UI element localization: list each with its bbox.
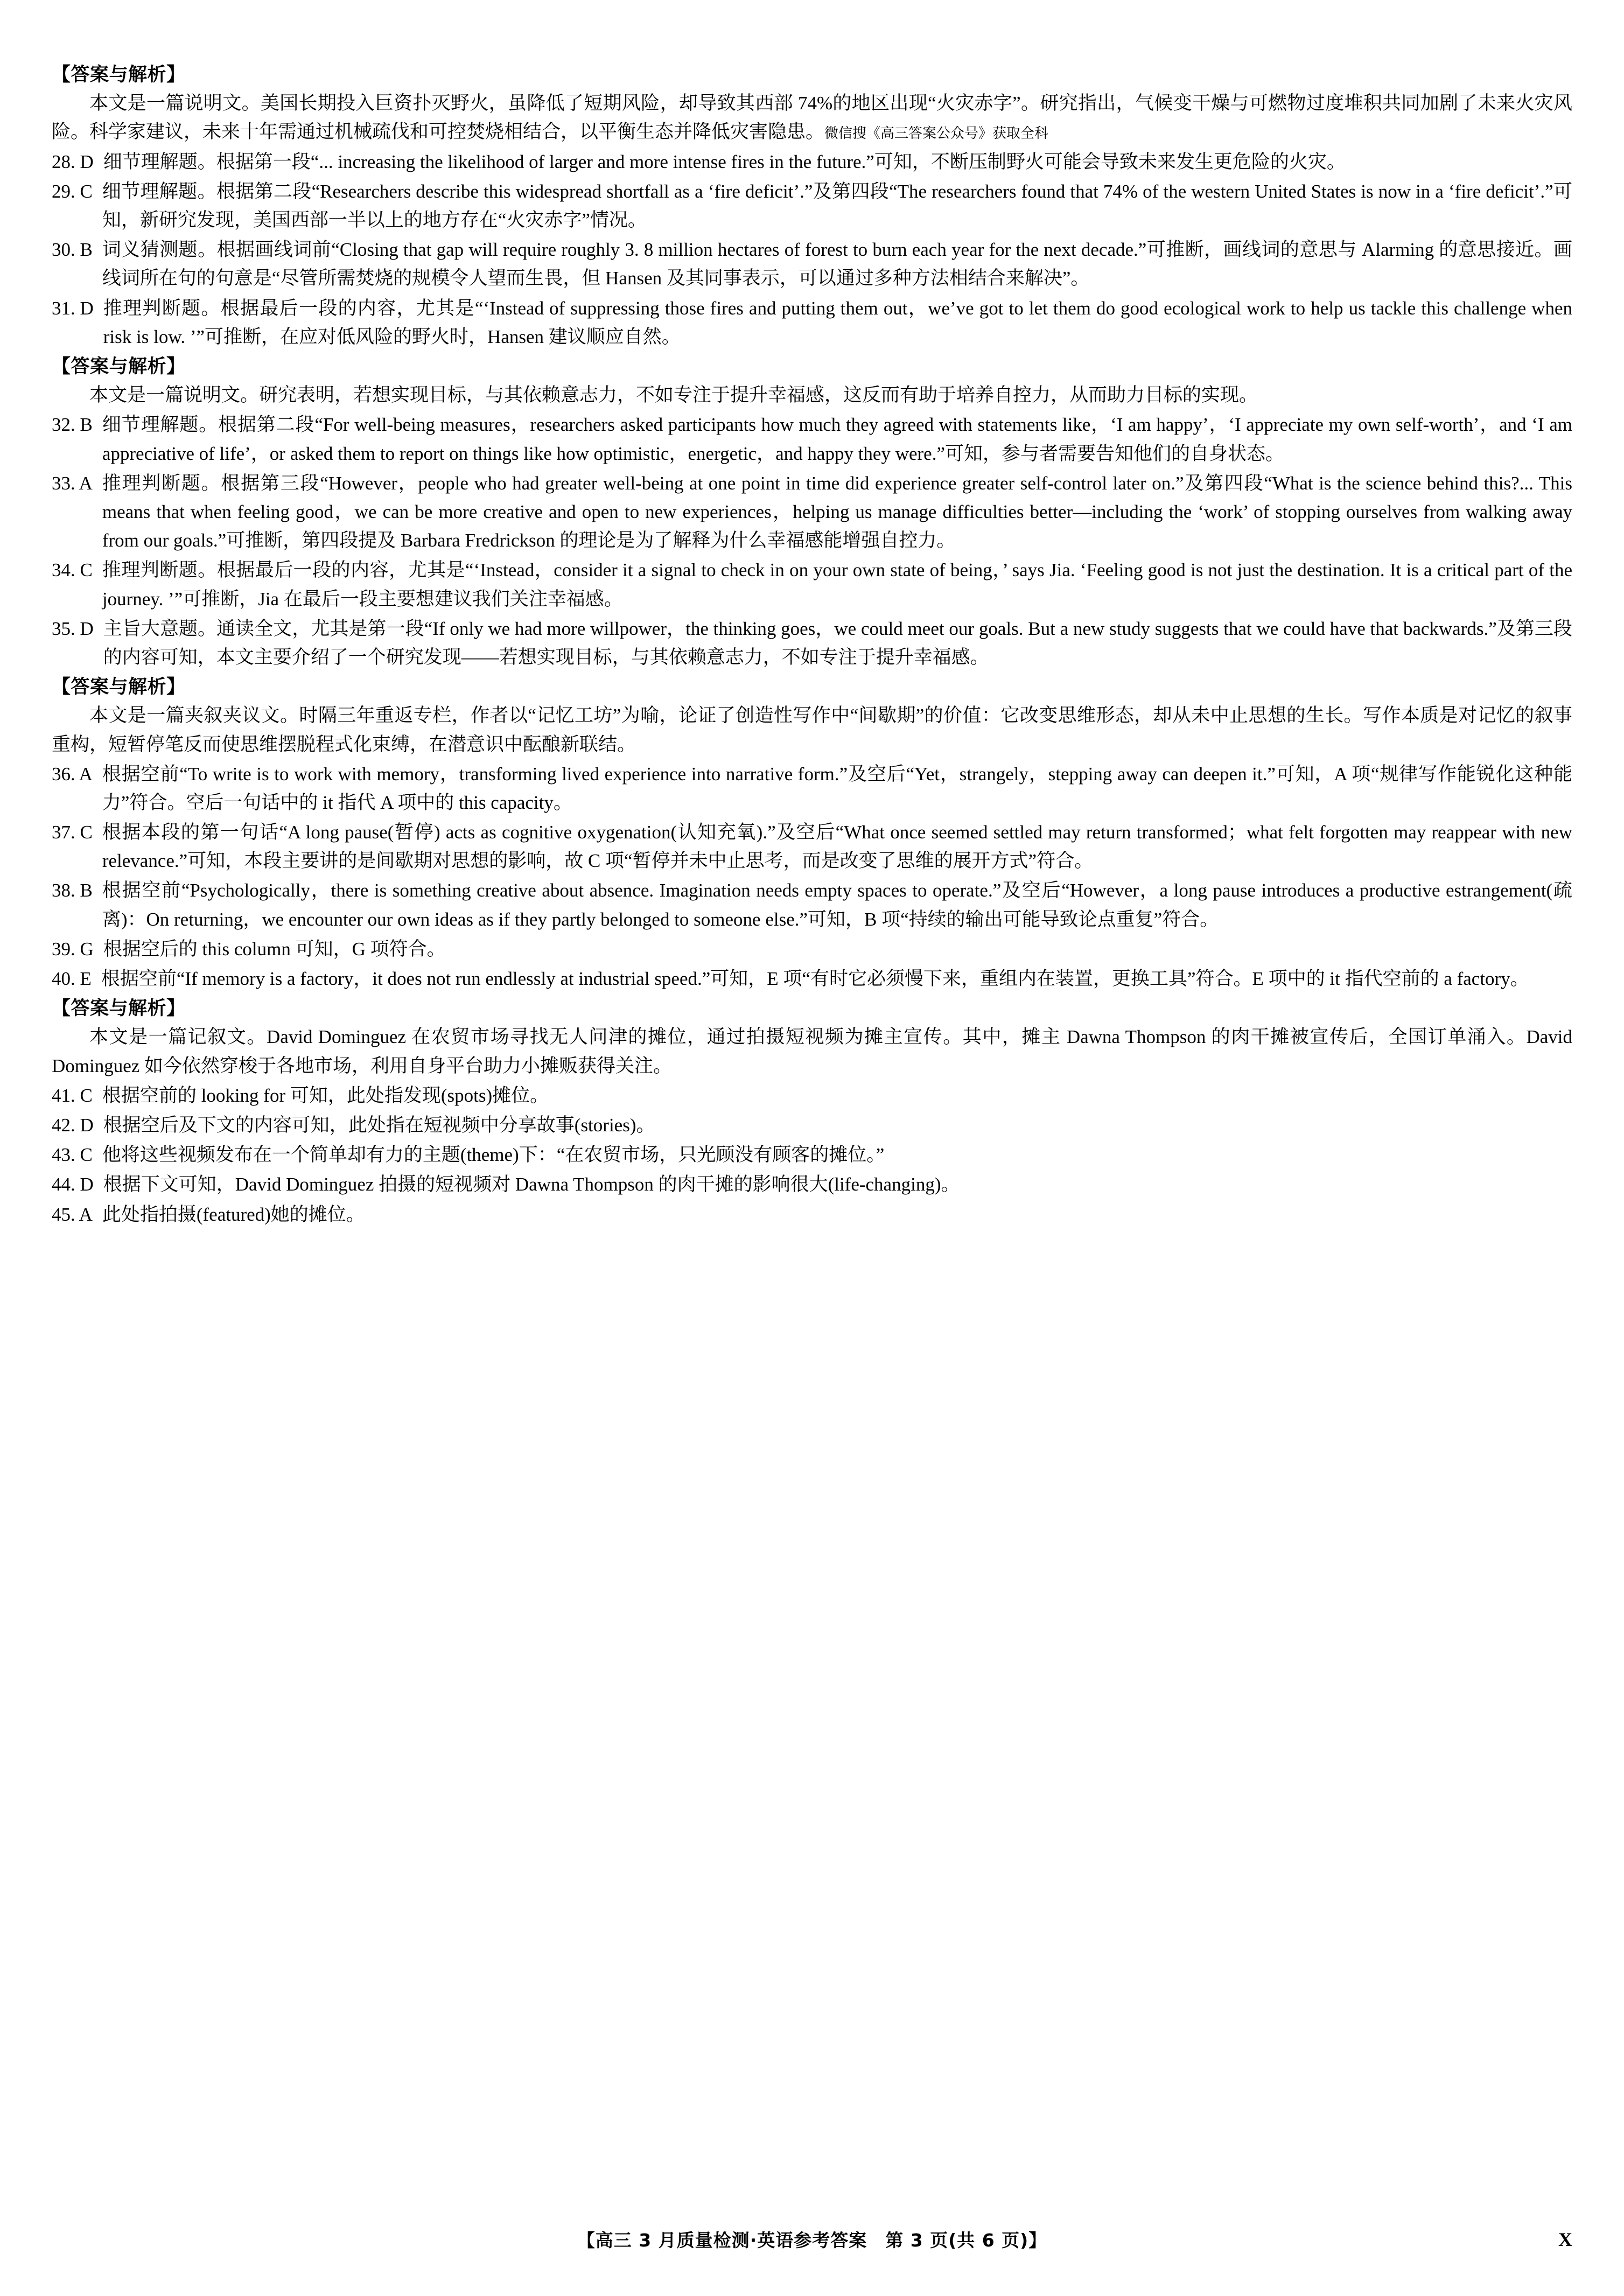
question-explanation: 细节理解题。根据第一段“... increasing the likelihood of larger and more intense fires in the future.”可知，不断压制野火可能会导致未来发生更危险的火灾。: [103, 151, 1346, 172]
passage-summary-text: 本文是一篇说明文。美国长期投入巨资扑灭野火，虽降低了短期风险，却导致其西部 74%的地区出现“火灾赤字”。研究指出，气候变干燥与可燃物过度堆积共同加剧了未来火灾风险。科学家建议，未来十年需通过机械疏伐和可控焚烧相结合，以平衡生态并降低灾害隐患。: [52, 93, 1572, 143]
question-number: 32. B: [52, 414, 93, 436]
question-number: 41. C: [52, 1084, 93, 1106]
question-36: [52, 760, 1572, 817]
question-number: 37. C: [52, 822, 93, 843]
question-42: [52, 1111, 1572, 1139]
passage-summary: 本文是一篇说明文。研究表明，若想实现目标，与其依赖意志力，不如专注于提升幸福感，这反而有助于培养自控力，从而助力目标的实现。: [89, 384, 1258, 406]
question-explanation: 推理判断题。根据最后一段的内容，尤其是“‘Instead，consider it a signal to check in on your own state of being，’ says Jia. ‘Feeling good is not just the destination. It is a critical part of the journey. ’”可推断，Jia 在最后一段主要想建议我们关注幸福感。: [102, 559, 1572, 610]
question-explanation: 根据空前的 looking for 可知，此处指发现(spots)摊位。: [102, 1084, 549, 1106]
question-33: [52, 469, 1572, 555]
document-body: [52, 62, 1572, 1229]
question-32: [52, 410, 1572, 467]
question-34: [52, 556, 1572, 613]
question-explanation: 推理判断题。根据第三段“However，people who had greater well-being at one point in time did experience greater self-control later on.”及第四段“What is the science behind this?... This means that when feeling good，we can be more creative and open to new experiences，helping us manage difficulties better—including the ‘work’ of stopping ourselves from walking away from our goals.”可推断，第四段提及 Barbara Fredrickson 的理论是为了解释为什么幸福感能增强自控力。: [102, 472, 1572, 551]
question-explanation: 根据空前“To write is to work with memory，transforming lived experience into narrative form.”及空后“Yet，strangely，stepping away can deepen it.”可知，A 项“规律写作能锐化这种能力”符合。空后一句话中的 it 指代 A 项中的 this capacity。: [102, 763, 1572, 813]
answer-analysis-heading: 【答案与解析】: [52, 676, 186, 698]
question-explanation: 此处指拍摄(featured)她的摊位。: [102, 1203, 365, 1225]
footer-page-mark: X: [1558, 2228, 1572, 2250]
question-39: [52, 935, 1572, 963]
question-explanation: 根据下文可知，David Dominguez 拍摄的短视频对 Dawna Thompson 的肉干摊的影响很大(life-changing)。: [103, 1174, 960, 1195]
passage-summary-note: 微信搜《高三答案公众号》获取全科: [824, 125, 1049, 142]
question-explanation: 根据空前“If memory is a factory，it does not run endlessly at industrial speed.”可知，E 项“有时它必须慢下来，重组内在装置，更换工具”符合。E 项中的 it 指代空前的 a factory。: [101, 968, 1529, 989]
question-explanation: 根据空后的 this column 可知，G 项符合。: [103, 938, 446, 960]
question-number: 40. E: [52, 968, 92, 989]
question-35: [52, 614, 1572, 671]
question-explanation: 细节理解题。根据第二段“For well-being measures，researchers asked participants how much they agreed with statements like，‘I am happy’，‘I appreciate my own self-worth’，and ‘I am appreciative of life’，or asked them to report on things like how optimistic，energetic，and happy they were.”可知，参与者需要告知他们的自身状态。: [102, 414, 1572, 464]
question-number: 43. C: [52, 1144, 93, 1166]
question-explanation: 细节理解题。根据第二段“Researchers describe this widespread shortfall as a ‘fire deficit’.”及第四段“The researchers found that 74% of the western United States is now in a ‘fire deficit’.”可知，新研究发现，美国西部一半以上的地方存在“火灾赤字”情况。: [102, 180, 1572, 230]
question-43: [52, 1140, 1572, 1169]
question-number: 31. D: [52, 297, 94, 319]
question-41: [52, 1081, 1572, 1110]
question-45: [52, 1200, 1572, 1229]
answer-analysis-heading: 【答案与解析】: [52, 64, 186, 86]
question-number: 35. D: [52, 618, 94, 639]
question-number: 44. D: [52, 1174, 94, 1195]
question-explanation: 主旨大意题。通读全文，尤其是第一段“If only we had more willpower，the thinking goes，we could meet our goals. But a new study suggests that we could have that backwards.”及第三段的内容可知，本文主要介绍了一个研究发现——若想实现目标，与其依赖意志力，不如专注于提升幸福感。: [103, 618, 1572, 668]
question-explanation: 词义猜测题。根据画线词前“Closing that gap will require roughly 3. 8 million hectares of forest to burn each year for the next decade.”可推断，画线词的意思与 Alarming 的意思接近。画线词所在句的句意是“尽管所需焚烧的规模令人望而生畏，但 Hansen 及其同事表示，可以通过多种方法相结合来解决”。: [102, 239, 1572, 289]
passage-summary: [52, 89, 1572, 146]
question-number: 36. A: [52, 763, 93, 785]
question-number: 30. B: [52, 239, 93, 261]
question-number: 33. A: [52, 472, 93, 494]
question-37: [52, 818, 1572, 875]
question-number: 29. C: [52, 180, 93, 202]
question-explanation: 根据空后及下文的内容可知，此处指在短视频中分享故事(stories)。: [103, 1115, 655, 1136]
page-footer: [52, 2227, 1572, 2252]
question-40: [52, 964, 1572, 993]
answer-analysis-heading: 【答案与解析】: [52, 998, 186, 1020]
question-explanation: 推理判断题。根据最后一段的内容，尤其是“‘Instead of suppressing those fires and putting them out，we’ve got to let them do good ecological work to help us tackle this challenge when risk is low. ’”可推断，在应对低风险的野火时，Hansen 建议顺应自然。: [103, 297, 1572, 347]
question-31: [52, 294, 1572, 351]
question-explanation: 他将这些视频发布在一个简单却有力的主题(theme)下：“在农贸市场，只光顾没有顾客的摊位。”: [102, 1144, 885, 1166]
question-number: 28. D: [52, 151, 94, 172]
question-30: [52, 235, 1572, 292]
question-28: [52, 148, 1572, 176]
passage-summary: 本文是一篇记叙文。David Dominguez 在农贸市场寻找无人问津的摊位，通过拍摄短视频为摊主宣传。其中，摊主 Dawna Thompson 的肉干摊被宣传后，全国订单涌入。David Dominguez 如今依然穿梭于各地市场，利用自身平台助力小摊贩获得关注。: [52, 1026, 1572, 1076]
question-explanation: 根据空前“Psychologically，there is something creative about absence. Imagination needs empty spaces to operate.”及空后“However，a long pause introduces a productive estrangement(疏离)：On returning，we encounter our own ideas as if they partly belonged to someone else.”可知，B 项“持续的输出可能导致论点重复”符合。: [102, 880, 1572, 930]
question-explanation: 根据本段的第一句话“A long pause(暂停) acts as cognitive oxygenation(认知充氧).”及空后“What once seemed settled may return transformed；what felt forgotten may reappear with new relevance.”可知，本段主要讲的是间歇期对思想的影响，故 C 项“暂停并未中止思考，而是改变了思维的展开方式”符合。: [102, 822, 1572, 872]
question-38: [52, 876, 1572, 933]
question-44: [52, 1170, 1572, 1199]
footer-title: 【高三 3 月质量检测·英语参考答案 第 3 页(共 6 页)】: [577, 2230, 1047, 2251]
answer-analysis-heading: 【答案与解析】: [52, 355, 186, 377]
passage-summary: 本文是一篇夹叙夹议文。时隔三年重返专栏，作者以“记忆工坊”为喻，论证了创造性写作中“间歇期”的价值：它改变思维形态，却从未中止思想的生长。写作本质是对记忆的叙事重构，短暂停笔反而使思维摆脱程式化束缚，在潜意识中酝酿新联结。: [52, 705, 1572, 755]
question-number: 45. A: [52, 1203, 93, 1225]
question-number: 39. G: [52, 938, 94, 960]
question-number: 34. C: [52, 559, 93, 581]
question-number: 38. B: [52, 880, 93, 901]
question-number: 42. D: [52, 1115, 94, 1136]
question-29: [52, 177, 1572, 234]
